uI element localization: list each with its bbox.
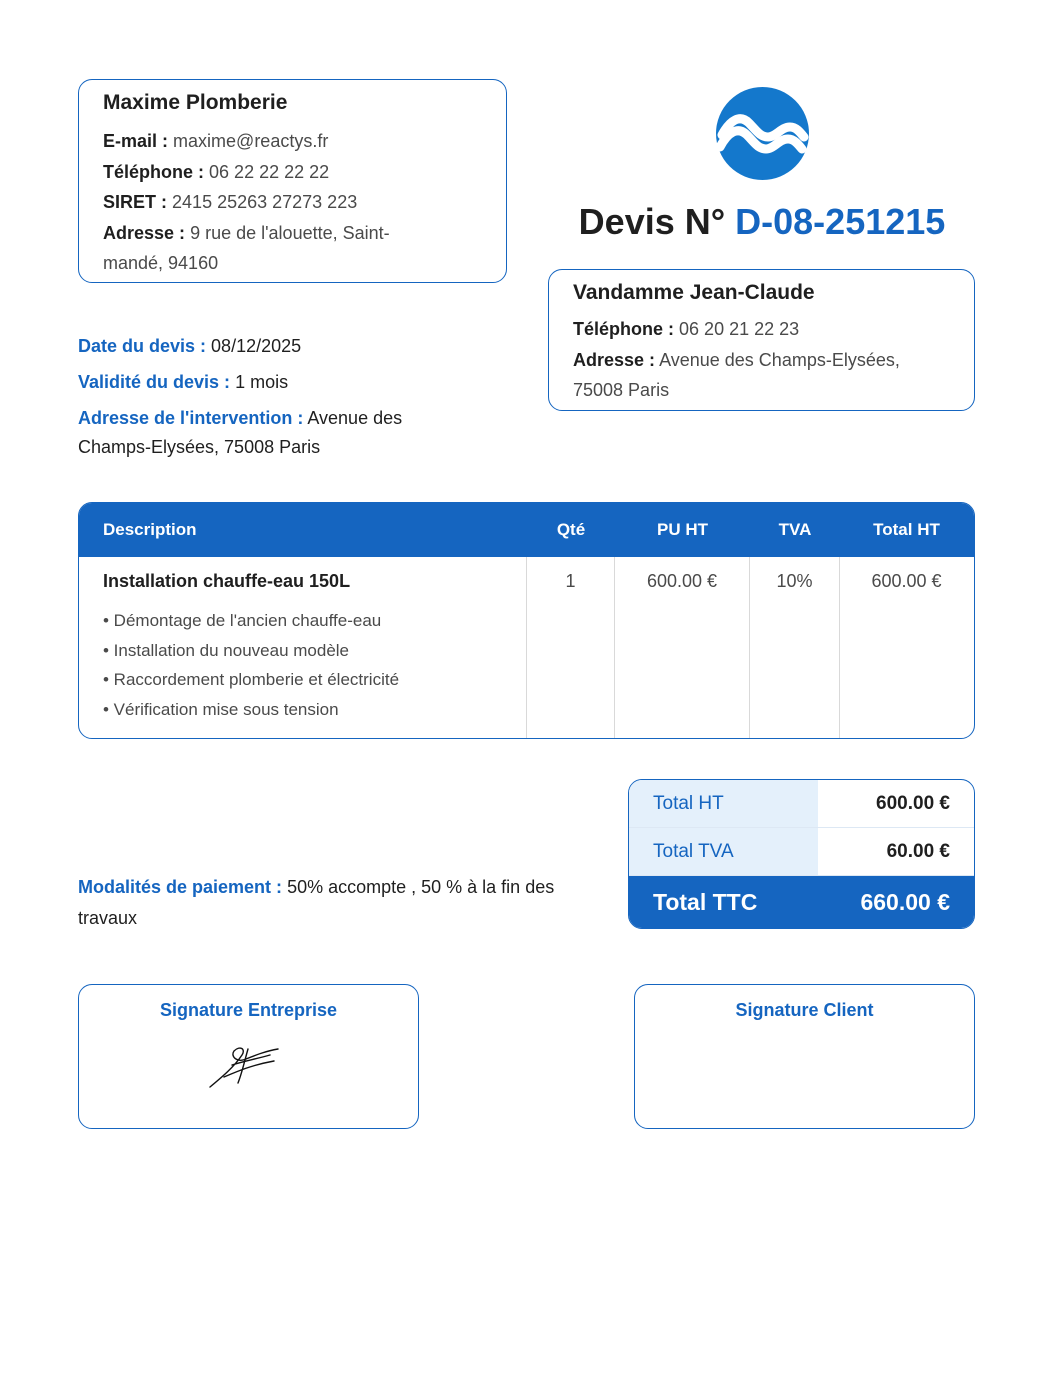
totals-table <box>628 779 975 929</box>
client-address: Adresse : Avenue des Champs-Elysées, <box>573 349 900 370</box>
quote-title <box>540 201 984 243</box>
company-name: Maxime Plomberie <box>103 91 288 114</box>
payment-text: 50% accompte , 50 % à la fin des <box>287 877 555 897</box>
quote-date: Date du devis : 08/12/2025 <box>78 336 302 356</box>
payment-terms <box>78 872 618 933</box>
col-unit-price: PU HT <box>657 520 708 539</box>
col-qty: Qté <box>556 520 586 539</box>
total-ttc-row <box>629 876 974 929</box>
item-title: Installation chauffe-eau 150L <box>103 571 351 591</box>
item-detail: • Installation du nouveau modèle <box>103 640 350 660</box>
company-email: E-mail : maxime@reactys.fr <box>103 131 329 151</box>
col-description: Description <box>103 520 197 539</box>
quote-title-prefix: Devis N° <box>578 201 726 242</box>
company-phone: Téléphone : 06 22 22 22 22 <box>103 161 330 182</box>
client-phone: Téléphone : 06 20 21 22 23 <box>573 319 800 339</box>
total-ttc-label: Total TTC <box>653 889 758 915</box>
col-total: Total HT <box>873 520 940 539</box>
item-total: 600.00 € <box>871 571 942 591</box>
company-signature-box <box>78 984 419 1129</box>
items-table <box>78 502 975 739</box>
total-tva-row <box>629 828 974 876</box>
item-description <box>79 557 527 739</box>
total-tva-value: 60.00 € <box>886 841 950 862</box>
item-unit-price: 600.00 € <box>615 557 750 739</box>
col-vat: TVA <box>778 520 812 539</box>
client-signature-box <box>634 984 975 1129</box>
item-vat: 10% <box>750 557 840 739</box>
quote-validity: Validité du devis : 1 mois <box>78 372 289 392</box>
company-signature-label: Signature Entreprise <box>159 1000 338 1020</box>
handwritten-signature-icon <box>204 1037 284 1093</box>
total-ttc-value: 660.00 € <box>860 889 950 915</box>
quote-number: D-08-251215 <box>735 201 946 242</box>
client-address-cont: 75008 Paris <box>573 380 670 400</box>
total-ht-value: 600.00 € <box>876 793 950 814</box>
total-ht-row <box>629 780 974 828</box>
item-detail: • Vérification mise sous tension <box>103 699 339 719</box>
company-info-card <box>78 79 507 283</box>
items-table-header <box>79 503 974 557</box>
company-address-cont: mandé, 94160 <box>103 253 219 273</box>
payment-label: Modalités de paiement : <box>78 877 283 897</box>
client-info-card <box>548 269 975 411</box>
company-address: Adresse : 9 rue de l'alouette, Saint- <box>103 222 390 243</box>
quote-meta <box>78 332 458 469</box>
table-row <box>79 557 974 739</box>
payment-text-cont: travaux <box>78 907 138 928</box>
company-siret: SIRET : 2415 25263 27273 223 <box>103 192 358 212</box>
intervention-address: Adresse de l'intervention : Avenue des Champs-Elysées, 75008 Paris <box>78 408 403 457</box>
client-name: Vandamme Jean-Claude <box>573 281 815 304</box>
client-signature-label: Signature Client <box>735 1000 874 1020</box>
total-tva-label: Total TVA <box>629 828 818 875</box>
item-detail: • Démontage de l'ancien chauffe-eau <box>103 611 382 630</box>
waves-logo-icon <box>716 87 809 180</box>
item-qty: 1 <box>527 557 615 739</box>
item-detail: • Raccordement plomberie et électricité <box>103 670 400 689</box>
total-ht-label: Total HT <box>629 780 818 827</box>
